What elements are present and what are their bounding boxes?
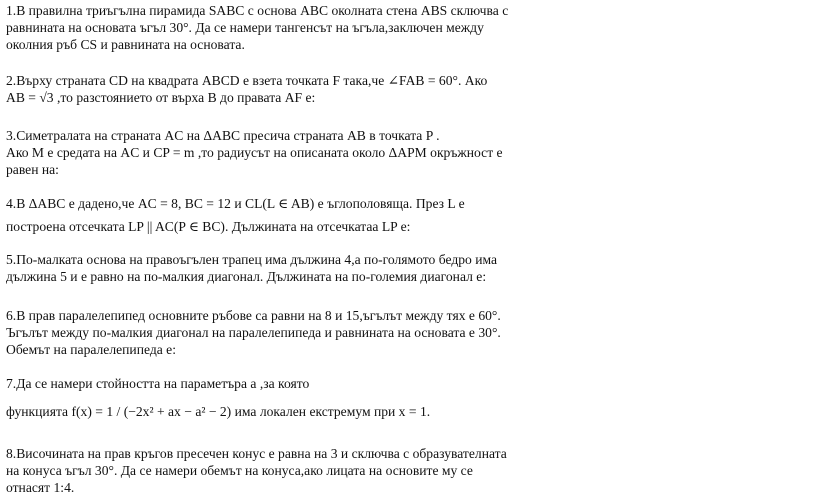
problem-4-line-2: построена отсечката LP || AC(P ∈ BC). Дължината на отсечкатаa LP е: xyxy=(6,219,411,234)
problem-5-line-2: дължина 5 и е равно на по-малкия диагонал. Дължината на по-големия диагонал е: xyxy=(6,269,487,284)
problem-6-line-3: Обемът на паралелепипеда е: xyxy=(6,342,176,357)
problem-6 xyxy=(6,307,550,358)
problem-5 xyxy=(6,251,550,285)
problem-8-line-3: отнасят 1:4. xyxy=(6,480,75,495)
problem-3 xyxy=(6,127,550,178)
problem-2-line-2: AB = √3 ,то разстоянието от върха B до правата AF е: xyxy=(6,90,316,105)
problem-2-line-1: 2.Върху страната CD на квадрата ABCD е взета точката F така,че ∠FAB = 60°. Ако xyxy=(6,73,488,88)
problem-4 xyxy=(6,195,550,235)
problem-3-line-2: Ако M е средата на AC и CP = m ,то радиусът на описаната около ΔAPM окръжност е xyxy=(6,145,503,160)
problem-1-line-2: равнината на основата ъгъл 30°. Да се намери тангенсът на ъгъла,заключен между xyxy=(6,20,484,35)
problem-3-line-3: равен на: xyxy=(6,162,59,177)
problem-1 xyxy=(6,2,550,53)
problem-6-line-1: 6.В прав паралелепипед основните ръбове са равни на 8 и 15,ъгълът между тях е 60°. xyxy=(6,308,501,323)
problem-7 xyxy=(6,375,550,420)
problem-3-line-1: 3.Симетралата на страната AC на ΔABC пресича страната AB в точката P . xyxy=(6,128,440,143)
problem-7-line-1: 7.Да се намери стойността на параметъра a ,за която xyxy=(6,376,310,391)
problem-8 xyxy=(6,445,550,496)
problem-8-line-1: 8.Височината на прав кръгов пресечен конус е равна на 3 и сключва с образувателната xyxy=(6,446,507,461)
problem-1-line-1: 1.В правилна триъгълна пирамида SABC с основа ABC околната стена ABS сключва с xyxy=(6,3,509,18)
problem-8-line-2: на конуса ъгъл 30°. Да се намери обемът на конуса,ако лицата на основите му се xyxy=(6,463,473,478)
problem-6-line-2: Ъгълът между по-малкия диагонал на паралелепипеда и равнината на основата е 30°. xyxy=(6,325,501,340)
problem-4-line-1: 4.В ΔABC е дадено,че AC = 8, BC = 12 и CL(L ∈ AB) е ъглополовяща. През L е xyxy=(6,196,465,211)
problem-1-line-3: околния ръб CS и равнината на основата. xyxy=(6,37,245,52)
problem-5-line-1: 5.По-малката основа на правоъгълен трапец има дължина 4,а по-голямото бедро има xyxy=(6,252,498,267)
problem-2 xyxy=(6,72,550,106)
problem-7-line-2: функцията f(x) = 1 / (−2x² + ax − a² − 2) има локален екстремум при x = 1. xyxy=(6,404,431,419)
